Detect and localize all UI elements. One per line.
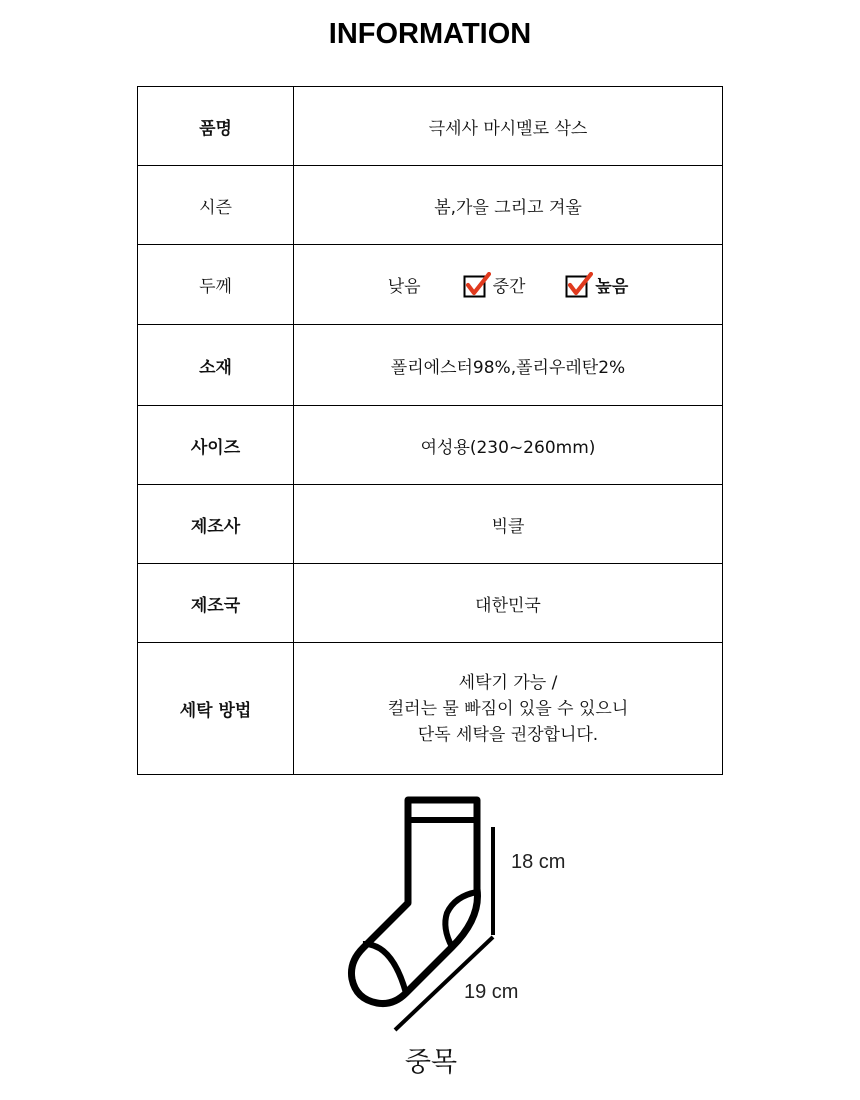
country-label: 제조국 xyxy=(138,564,294,643)
thickness-option-label: 높음 xyxy=(595,277,629,297)
table-row xyxy=(138,87,723,166)
table-row xyxy=(138,485,723,564)
thickness-option-mid xyxy=(463,272,526,298)
washing-line: 단독 세탁을 권장합니다. xyxy=(417,724,599,745)
thickness-value xyxy=(294,245,723,325)
season-value: 봄,가을 그리고 겨울 xyxy=(294,166,723,245)
size-label: 사이즈 xyxy=(138,406,294,485)
season-label: 시즌 xyxy=(138,166,294,245)
material-label: 소재 xyxy=(138,325,294,406)
washing-line: 세탁기 가능 / xyxy=(458,672,558,693)
size-value: 여성용(230~260mm) xyxy=(294,406,723,485)
product-name-label: 품명 xyxy=(138,87,294,166)
table-row xyxy=(138,643,723,775)
sock-height-label: 18 cm xyxy=(511,851,566,873)
material-value: 폴리에스터98%,폴리우레탄2% xyxy=(294,325,723,406)
manufacturer-label: 제조사 xyxy=(138,485,294,564)
thickness-option-low xyxy=(388,272,421,297)
country-value: 대한민국 xyxy=(294,564,723,643)
sock-length-label: 19 cm xyxy=(464,981,519,1003)
checkbox-checked-icon xyxy=(463,272,491,298)
sock-type-label: 중목 xyxy=(404,1047,458,1078)
washing-line: 컬러는 물 빠짐이 있을 수 있으니 xyxy=(387,698,629,719)
table-row xyxy=(138,245,723,325)
page-title: INFORMATION xyxy=(328,18,532,50)
product-name-value: 극세사 마시멜로 삭스 xyxy=(294,87,723,166)
thickness-option-label: 낮음 xyxy=(387,277,421,297)
manufacturer-value: 빅클 xyxy=(294,485,723,564)
table-row xyxy=(138,325,723,406)
table-row xyxy=(138,406,723,485)
thickness-label: 두께 xyxy=(138,245,294,325)
checkbox-checked-icon xyxy=(565,272,593,298)
washing-value xyxy=(294,643,723,775)
thickness-option-label: 중간 xyxy=(492,277,526,297)
table-row xyxy=(138,564,723,643)
table-row xyxy=(138,166,723,245)
thickness-option-high xyxy=(565,272,628,298)
washing-label: 세탁 방법 xyxy=(138,643,294,775)
info-table xyxy=(137,86,723,775)
